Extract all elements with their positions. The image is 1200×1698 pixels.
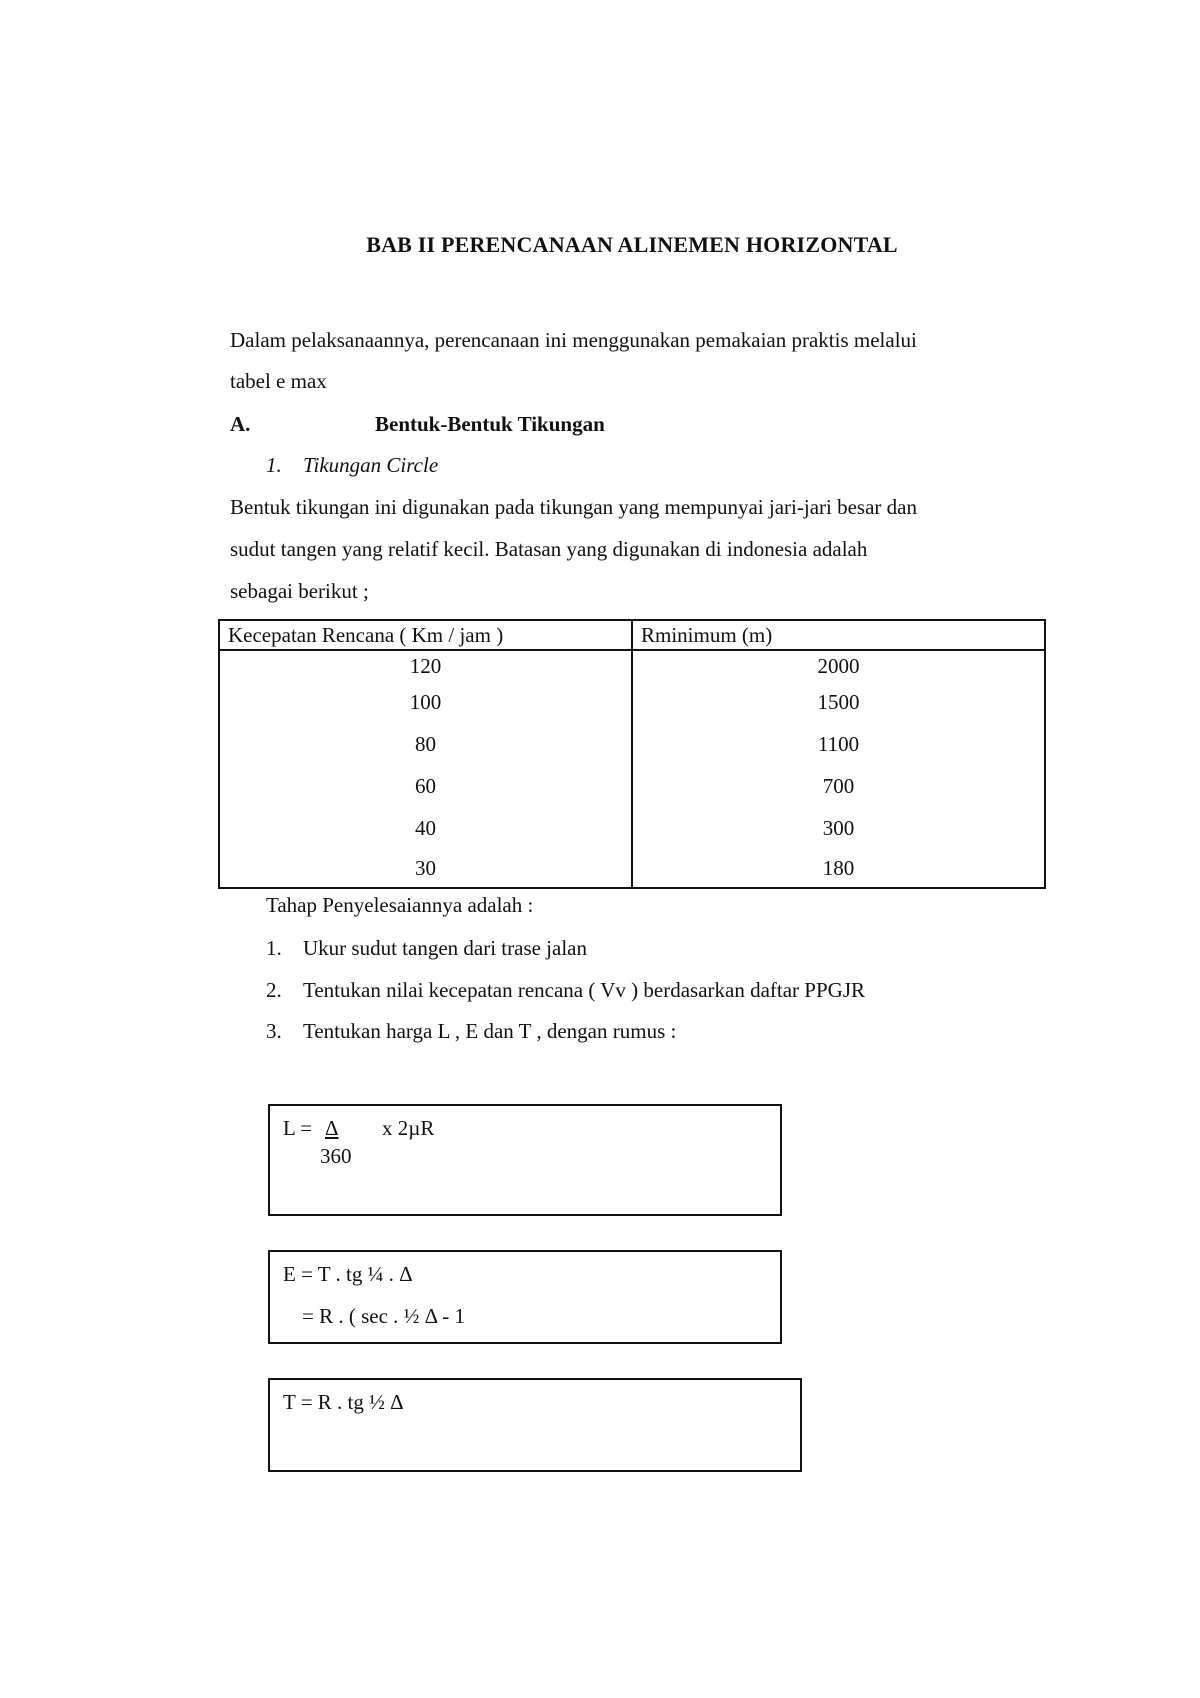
table-row bbox=[219, 650, 1045, 681]
table-cell-rmin: 2000 bbox=[632, 650, 1045, 681]
formula-box-e bbox=[268, 1250, 782, 1344]
formula-l-denominator: 360 bbox=[320, 1144, 352, 1168]
table-cell-rmin: 1100 bbox=[632, 723, 1045, 765]
speed-radius-table bbox=[218, 619, 1046, 889]
section-letter: A. bbox=[230, 412, 251, 436]
formula-box-t bbox=[268, 1378, 802, 1472]
table-cell-speed: 120 bbox=[219, 650, 632, 681]
table-cell-rmin: 180 bbox=[632, 849, 1045, 888]
table-row bbox=[219, 849, 1045, 888]
table-cell-rmin: 300 bbox=[632, 807, 1045, 849]
description-line-1: Bentuk tikungan ini digunakan pada tikungan yang mempunyai jari-jari besar dan bbox=[230, 495, 917, 519]
step-number-2: 2. bbox=[266, 978, 282, 1002]
table-cell-speed: 60 bbox=[219, 765, 632, 807]
table-cell-rmin: 700 bbox=[632, 765, 1045, 807]
table-cell-rmin: 1500 bbox=[632, 681, 1045, 723]
step-number-3: 3. bbox=[266, 1019, 282, 1043]
table-header-rmin: Rminimum (m) bbox=[632, 620, 1045, 650]
step-text-3: Tentukan harga L , E dan T , dengan rumus : bbox=[303, 1019, 677, 1043]
step-text-1: Ukur sudut tangen dari trase jalan bbox=[303, 936, 587, 960]
description-line-2: sudut tangen yang relatif kecil. Batasan yang digunakan di indonesia adalah bbox=[230, 537, 868, 561]
step-text-2: Tentukan nilai kecepatan rencana ( Vv ) berdasarkan daftar PPGJR bbox=[303, 978, 866, 1002]
table-header-row bbox=[219, 620, 1045, 650]
table-row bbox=[219, 765, 1045, 807]
formula-e-line-2: = R . ( sec . ½ Δ - 1 bbox=[302, 1304, 465, 1328]
table-cell-speed: 100 bbox=[219, 681, 632, 723]
description-line-3: sebagai berikut ; bbox=[230, 579, 369, 603]
intro-line-2: tabel e max bbox=[230, 369, 327, 393]
section-heading: Bentuk-Bentuk Tikungan bbox=[375, 412, 605, 436]
formula-l-numerator: Δ bbox=[325, 1116, 339, 1140]
formula-l-lhs: L = bbox=[283, 1116, 313, 1140]
formula-l-rhs: x 2µR bbox=[382, 1116, 435, 1140]
table-row bbox=[219, 723, 1045, 765]
table-row bbox=[219, 681, 1045, 723]
formula-e-line-1: E = T . tg ¼ . Δ bbox=[283, 1262, 413, 1286]
subsection-number: 1. bbox=[266, 453, 282, 477]
table-cell-speed: 80 bbox=[219, 723, 632, 765]
table-cell-speed: 40 bbox=[219, 807, 632, 849]
subsection-heading: Tikungan Circle bbox=[303, 453, 439, 477]
intro-line-1: Dalam pelaksanaannya, perencanaan ini menggunakan pemakaian praktis melalui bbox=[230, 328, 917, 352]
step-number-1: 1. bbox=[266, 936, 282, 960]
table-cell-speed: 30 bbox=[219, 849, 632, 888]
page-title: BAB II PERENCANAAN ALINEMEN HORIZONTAL bbox=[366, 232, 898, 257]
steps-intro: Tahap Penyelesaiannya adalah : bbox=[266, 893, 534, 917]
table-row bbox=[219, 807, 1045, 849]
table-header-speed: Kecepatan Rencana ( Km / jam ) bbox=[219, 620, 632, 650]
formula-box-l bbox=[268, 1104, 782, 1216]
formula-t-line-1: T = R . tg ½ Δ bbox=[283, 1390, 404, 1414]
